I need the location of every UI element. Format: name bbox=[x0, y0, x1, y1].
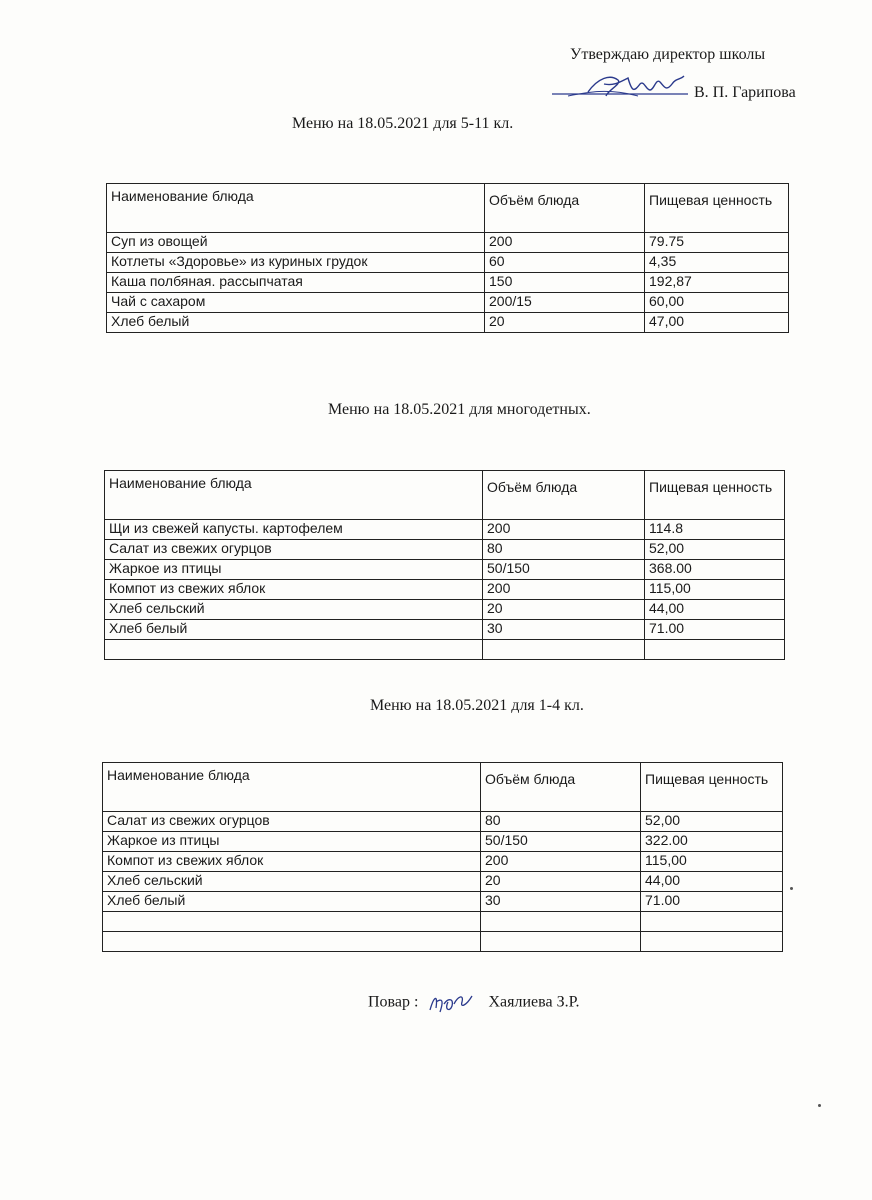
volume-cell: 20 bbox=[485, 313, 645, 333]
dish-cell: Суп из овощей bbox=[107, 233, 485, 253]
column-header-dish: Наименование блюда bbox=[103, 763, 481, 812]
volume-cell: 60 bbox=[485, 253, 645, 273]
table-row bbox=[105, 620, 785, 640]
value-cell: 71.00 bbox=[641, 892, 783, 912]
table-row bbox=[103, 812, 783, 832]
table-row bbox=[103, 872, 783, 892]
menu-title-5-11: Меню на 18.05.2021 для 5-11 кл. bbox=[292, 115, 514, 132]
value-cell bbox=[641, 912, 783, 932]
menu-title-large-families: Меню на 18.05.2021 для многодетных. bbox=[328, 401, 591, 418]
table-row bbox=[105, 560, 785, 580]
column-header-value: Пищевая ценность bbox=[645, 471, 785, 520]
value-cell: 52,00 bbox=[641, 812, 783, 832]
table-row bbox=[103, 912, 783, 932]
volume-cell: 20 bbox=[483, 600, 645, 620]
value-cell: 368.00 bbox=[645, 560, 785, 580]
dish-cell: Котлеты «Здоровье» из куриных грудок bbox=[107, 253, 485, 273]
menu-title-1-4: Меню на 18.05.2021 для 1-4 кл. bbox=[370, 697, 584, 714]
dish-cell: Хлеб белый bbox=[103, 892, 481, 912]
table-row bbox=[103, 852, 783, 872]
dish-cell: Хлеб сельский bbox=[103, 872, 481, 892]
table-row bbox=[105, 600, 785, 620]
volume-cell: 80 bbox=[483, 540, 645, 560]
dish-cell: Хлеб сельский bbox=[105, 600, 483, 620]
value-cell: 322.00 bbox=[641, 832, 783, 852]
column-header-dish: Наименование блюда bbox=[107, 184, 485, 233]
volume-cell: 200 bbox=[483, 520, 645, 540]
volume-cell: 50/150 bbox=[483, 560, 645, 580]
volume-cell bbox=[483, 640, 645, 660]
volume-cell: 30 bbox=[483, 620, 645, 640]
value-cell: 71.00 bbox=[645, 620, 785, 640]
menu-table-5-11 bbox=[106, 183, 789, 333]
dish-cell: Жаркое из птицы bbox=[103, 832, 481, 852]
scan-speck bbox=[790, 887, 793, 890]
dish-cell bbox=[105, 640, 483, 660]
menu-table-1-4 bbox=[102, 762, 783, 952]
value-cell: 192,87 bbox=[645, 273, 789, 293]
dish-cell: Жаркое из птицы bbox=[105, 560, 483, 580]
volume-cell: 50/150 bbox=[481, 832, 641, 852]
cook-signature-line bbox=[368, 990, 579, 1016]
volume-cell bbox=[481, 912, 641, 932]
table-row bbox=[107, 313, 789, 333]
table-row bbox=[107, 233, 789, 253]
dish-cell bbox=[103, 912, 481, 932]
dish-cell: Каша полбяная. рассыпчатая bbox=[107, 273, 485, 293]
cook-name: Хаялиева З.Р. bbox=[488, 993, 580, 1011]
volume-cell: 20 bbox=[481, 872, 641, 892]
dish-cell: Хлеб белый bbox=[105, 620, 483, 640]
volume-cell: 200 bbox=[481, 852, 641, 872]
column-header-value: Пищевая ценность bbox=[641, 763, 783, 812]
value-cell: 47,00 bbox=[645, 313, 789, 333]
column-header-volume: Объём блюда bbox=[485, 184, 645, 233]
table-row bbox=[107, 253, 789, 273]
dish-cell: Компот из свежих яблок bbox=[103, 852, 481, 872]
table-row bbox=[105, 520, 785, 540]
director-signature-block bbox=[548, 70, 838, 106]
volume-cell: 80 bbox=[481, 812, 641, 832]
director-signature-icon bbox=[548, 70, 694, 104]
value-cell: 79.75 bbox=[645, 233, 789, 253]
value-cell bbox=[645, 640, 785, 660]
dish-cell: Салат из свежих огурцов bbox=[103, 812, 481, 832]
column-header-volume: Объём блюда bbox=[483, 471, 645, 520]
table-header-row bbox=[107, 184, 789, 233]
column-header-volume: Объём блюда bbox=[481, 763, 641, 812]
dish-cell: Чай с сахаром bbox=[107, 293, 485, 313]
dish-cell: Щи из свежей капусты. картофелем bbox=[105, 520, 483, 540]
table-row bbox=[107, 293, 789, 313]
value-cell: 60,00 bbox=[645, 293, 789, 313]
dish-cell: Компот из свежих яблок bbox=[105, 580, 483, 600]
cook-label: Повар : bbox=[368, 993, 419, 1011]
table-row bbox=[107, 273, 789, 293]
value-cell: 114.8 bbox=[645, 520, 785, 540]
column-header-value: Пищевая ценность bbox=[645, 184, 789, 233]
volume-cell: 30 bbox=[481, 892, 641, 912]
volume-cell: 200 bbox=[483, 580, 645, 600]
table-row bbox=[103, 892, 783, 912]
value-cell: 4,35 bbox=[645, 253, 789, 273]
scan-speck bbox=[818, 1104, 821, 1107]
value-cell: 44,00 bbox=[641, 872, 783, 892]
table-row bbox=[103, 932, 783, 952]
approval-text: Утверждаю директор школы bbox=[570, 46, 766, 63]
dish-cell: Салат из свежих огурцов bbox=[105, 540, 483, 560]
dish-cell: Хлеб белый bbox=[107, 313, 485, 333]
column-header-dish: Наименование блюда bbox=[105, 471, 483, 520]
value-cell: 52,00 bbox=[645, 540, 785, 560]
volume-cell: 200/15 bbox=[485, 293, 645, 313]
volume-cell: 200 bbox=[485, 233, 645, 253]
table-row bbox=[105, 540, 785, 560]
volume-cell: 150 bbox=[485, 273, 645, 293]
table-header-row bbox=[105, 471, 785, 520]
value-cell: 115,00 bbox=[641, 852, 783, 872]
value-cell bbox=[641, 932, 783, 952]
volume-cell bbox=[481, 932, 641, 952]
value-cell: 115,00 bbox=[645, 580, 785, 600]
dish-cell bbox=[103, 932, 481, 952]
cook-signature-icon bbox=[426, 990, 478, 1016]
table-header-row bbox=[103, 763, 783, 812]
table-row bbox=[103, 832, 783, 852]
table-row bbox=[105, 580, 785, 600]
menu-table-large-families bbox=[104, 470, 785, 660]
director-name: В. П. Гарипова bbox=[694, 84, 796, 101]
value-cell: 44,00 bbox=[645, 600, 785, 620]
table-row bbox=[105, 640, 785, 660]
